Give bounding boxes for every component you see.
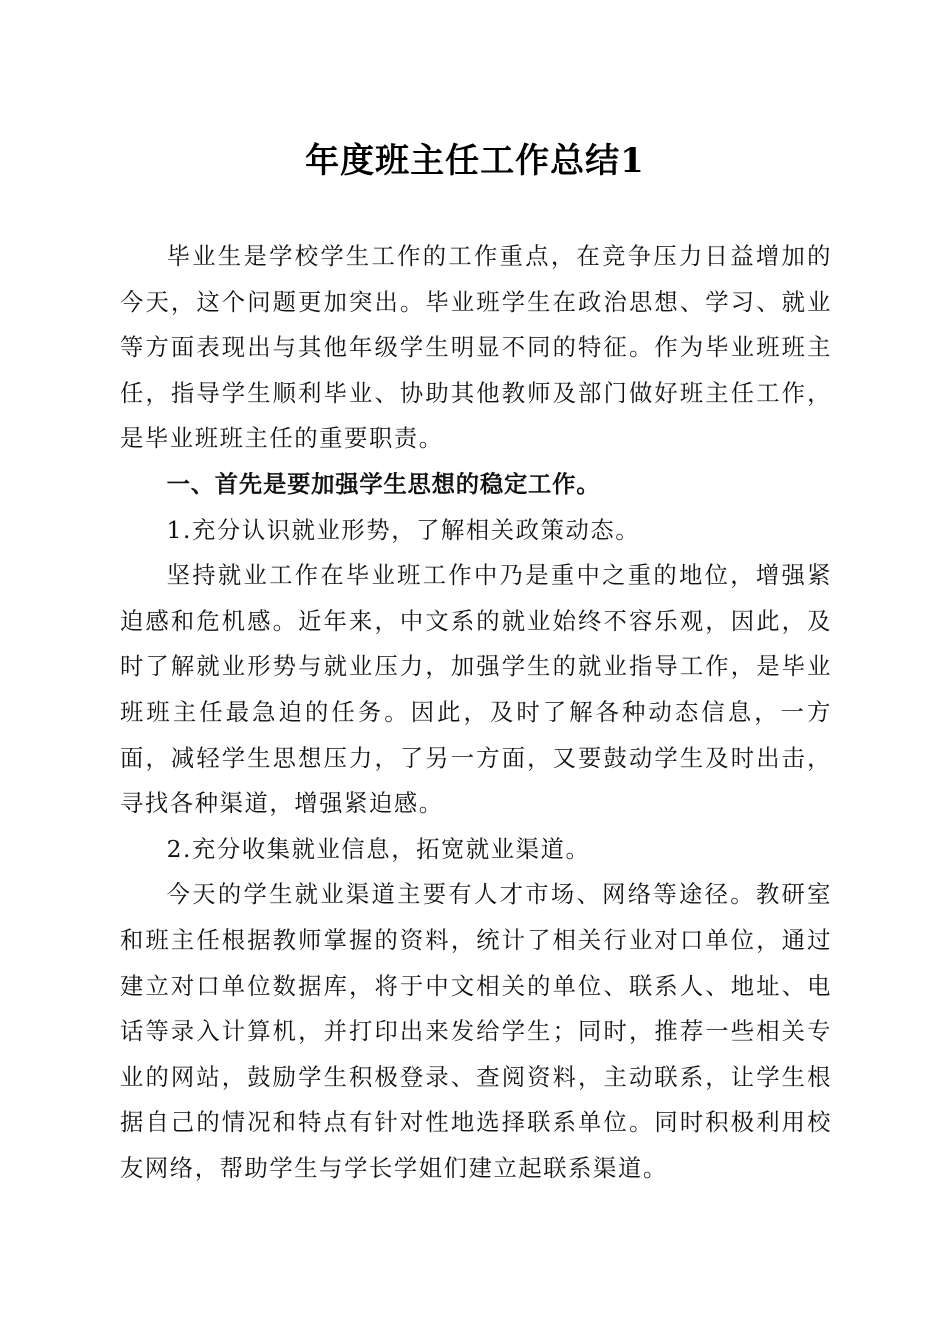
body-paragraph-1: 坚持就业工作在毕业班工作中乃是重中之重的地位，增强紧迫感和危机感。近年来，中文系的就业始终不容乐观，因此，及时了解就业形势与就业压力，加强学生的就业指导工作，是毕业班班主任最急迫的任务。因此，及时了解各种动态信息，一方面，减轻学生思想压力，了另一方面，又要鼓动学生及时出击，寻找各种渠道，增强紧迫感。 <box>120 562 832 818</box>
section-heading: 一、首先是要加强学生思想的稳定工作。 <box>166 470 601 498</box>
subheading-1: 1.充分认识就业形势，了解相关政策动态。 <box>166 516 641 544</box>
subheading-2: 2.充分收集就业信息，拓宽就业渠道。 <box>166 835 591 863</box>
document-body <box>120 234 832 1191</box>
intro-paragraph: 毕业生是学校学生工作的工作重点，在竞争压力日益增加的今天，这个问题更加突出。毕业班学生在政治思想、学习、就业等方面表现出与其他年级学生明显不同的特征。作为毕业班班主任，指导学生顺利毕业、协助其他教师及部门做好班主任工作，是毕业班班主任的重要职责。 <box>120 243 832 453</box>
body-paragraph-2: 今天的学生就业渠道主要有人才市场、网络等途径。教研室和班主任根据教师掌握的资料，统计了相关行业对口单位，通过建立对口单位数据库，将于中文相关的单位、联系人、地址、电话等录入计算机，并打印出来发给学生；同时，推荐一些相关专业的网站，鼓励学生积极登录、查阅资料，主动联系，让学生根据自己的情况和特点有针对性地选择联系单位。同时积极利用校友网络，帮助学生与学长学姐们建立起联系渠道。 <box>120 881 832 1182</box>
document-title: 年度班主任工作总结1 <box>305 141 645 181</box>
